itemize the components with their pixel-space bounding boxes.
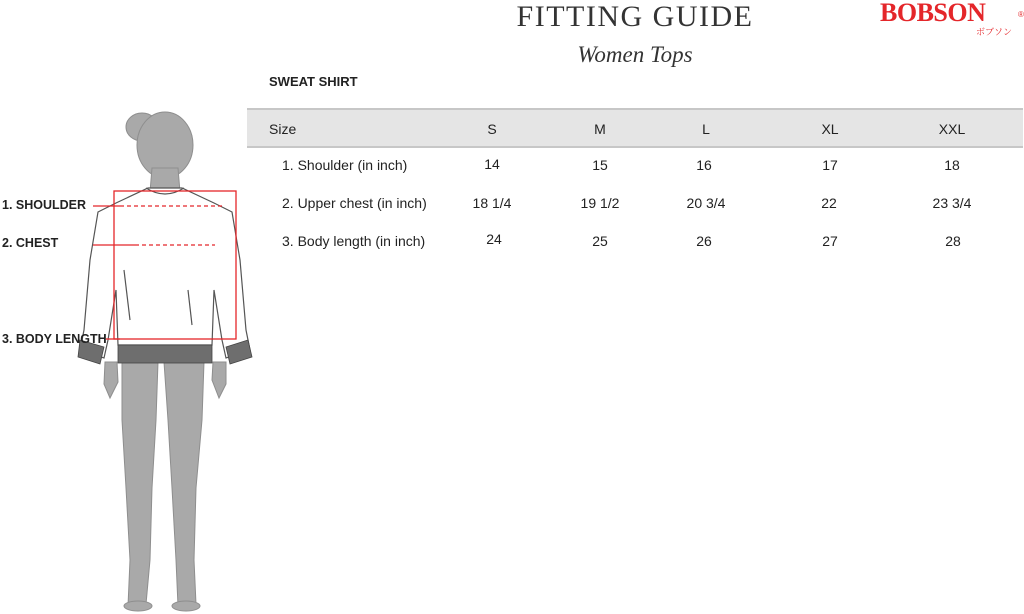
- size-header-m: M: [594, 121, 606, 137]
- page-title: FITTING GUIDE: [516, 0, 754, 33]
- size-header-xl: XL: [821, 121, 839, 137]
- table-cell: 15: [592, 157, 608, 173]
- table-cell: 23 3/4: [932, 195, 972, 211]
- table-row: [247, 195, 1023, 215]
- measure-label-body-length: 3. BODY LENGTH: [2, 332, 107, 346]
- row-label-shoulder: 1. Shoulder (in inch): [282, 157, 408, 173]
- table-cell: 18: [944, 157, 960, 173]
- table-cell: 25: [592, 233, 608, 249]
- right-hand: [212, 362, 226, 398]
- size-header-s: S: [487, 121, 497, 137]
- table-row: [247, 157, 1023, 177]
- logo-text: BOBSON: [880, 0, 986, 27]
- size-table-header: [247, 108, 1023, 148]
- sweatshirt-hem-rib: [118, 345, 212, 363]
- size-header-xxl: XXL: [938, 121, 966, 137]
- right-leg: [164, 362, 204, 606]
- table-cell: 26: [696, 233, 712, 249]
- table-cell: 22: [821, 195, 837, 211]
- left-hand: [104, 362, 118, 398]
- table-cell: 14: [484, 156, 500, 172]
- table-cell: 28: [945, 233, 961, 249]
- logo-katakana: ボブソン: [976, 28, 1013, 38]
- size-header-l: L: [702, 121, 710, 137]
- left-leg: [122, 362, 158, 606]
- brand-logo: [880, 0, 1024, 40]
- table-cell: 17: [822, 157, 838, 173]
- table-cell: 16: [696, 157, 712, 173]
- measure-label-shoulder: 1. SHOULDER: [2, 198, 87, 212]
- model-figure-illustration: [0, 0, 260, 614]
- table-cell: 19 1/2: [580, 195, 620, 211]
- size-header-label: Size: [269, 121, 297, 137]
- table-cell: 18 1/4: [472, 195, 512, 211]
- row-label-upper-chest: 2. Upper chest (in inch): [282, 195, 427, 211]
- page-subtitle: Women Tops: [577, 42, 693, 67]
- table-cell: 24: [486, 231, 502, 247]
- measure-label-chest: 2. CHEST: [2, 236, 59, 250]
- section-label: SWEAT SHIRT: [269, 74, 358, 89]
- row-label-body-length: 3. Body length (in inch): [282, 233, 426, 249]
- table-cell: 20 3/4: [686, 195, 726, 211]
- table-cell: 27: [822, 233, 838, 249]
- left-foot: [124, 601, 152, 611]
- logo-registered-mark: ®: [1018, 10, 1024, 19]
- right-foot: [172, 601, 200, 611]
- table-row: [247, 233, 1023, 253]
